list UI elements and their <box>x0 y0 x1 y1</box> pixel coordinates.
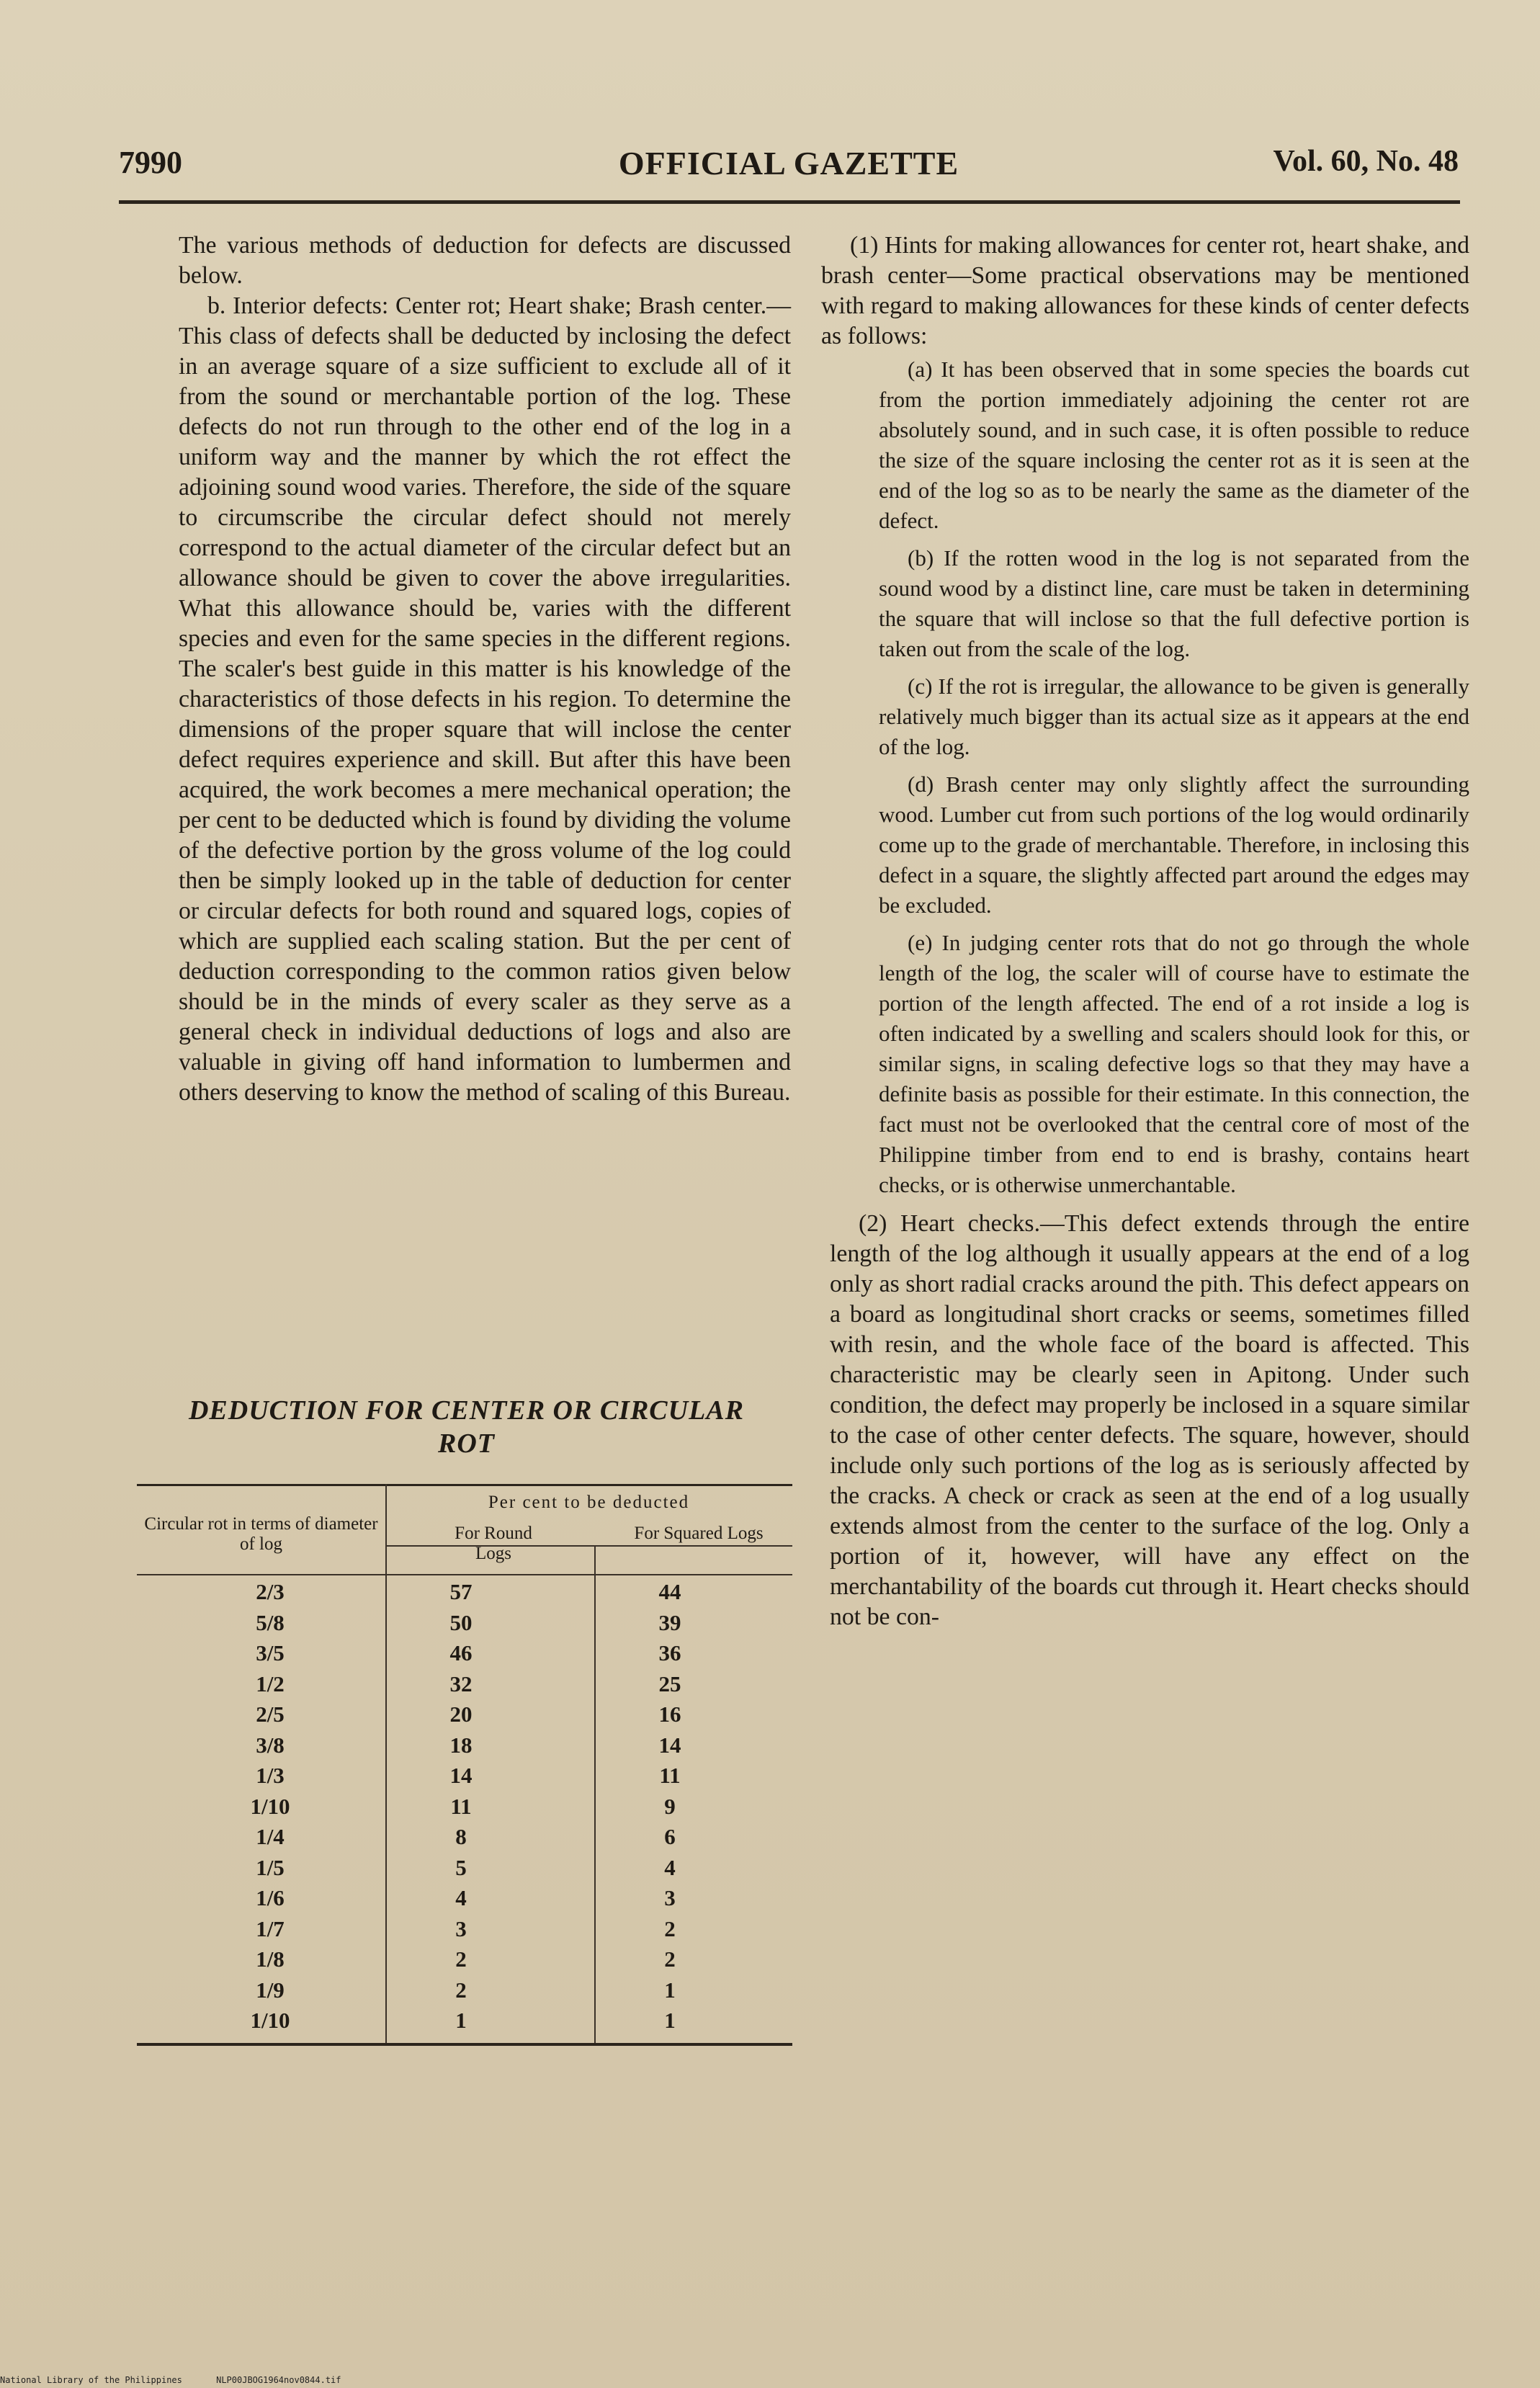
round-log-cell: 11 <box>450 1793 472 1819</box>
squared-log-cell: 11 <box>659 1763 681 1788</box>
col-header-ratio: Circular rot in terms of diameter of log <box>144 1514 378 1554</box>
ratio-cell: 1/5 <box>256 1854 285 1880</box>
ratio-cell: 1/4 <box>256 1824 285 1849</box>
squared-log-cell: 25 <box>658 1671 681 1696</box>
hints-intro: (1) Hints for making allowances for center rot, heart shake, and brash center—Some practical observations may be mentioned with regard to making allowances for these kinds of center defects as follows: <box>821 232 1469 349</box>
table-row <box>137 1732 792 1763</box>
volume-number: Vol. 60, No. 48 <box>1273 145 1459 178</box>
ratio-cell: 1/10 <box>250 1793 290 1819</box>
scan-filename: NLP00JBOG1964nov0844.tif <box>216 2375 341 2385</box>
ratio-cell: 1/9 <box>256 1977 285 2003</box>
ratio-cell: 1/10 <box>250 2008 290 2033</box>
table-row <box>137 1763 792 1793</box>
squared-log-cell: 16 <box>658 1701 681 1727</box>
squared-log-cell: 6 <box>664 1824 676 1849</box>
squared-log-cell: 36 <box>658 1640 681 1665</box>
page-header <box>119 144 1459 194</box>
ratio-cell: 1/8 <box>256 1946 285 1972</box>
ratio-cell: 1/7 <box>256 1915 285 1941</box>
squared-log-cell: 39 <box>658 1609 681 1635</box>
deduction-table <box>137 1484 792 2046</box>
hint-d: (d) Brash center may only slightly affect the surrounding wood. Lumber cut from such portions of the log would ordinarily come up to the grade of merchantable. Therefore, in inclosing this defect in a square, the slightly affected part around the edges may be excluded. <box>879 772 1469 918</box>
table-row <box>137 1885 792 1915</box>
squared-log-cell: 3 <box>664 1885 676 1910</box>
table-row <box>137 1671 792 1701</box>
ratio-cell: 3/5 <box>256 1640 285 1665</box>
header-bottom-rule <box>137 1574 792 1575</box>
heart-checks-paragraph: (2) Heart checks.—This defect extends through the entire length of the log although it usually appears at the end of a log only as short radial cracks around the pith. This defect appears on a board as longitudinal short cracks or seems, sometimes filled with resin, and the whole face of the board is affected. This characteristic may be clearly seen in Apitong. Under such condition, the defect may properly be inclosed in a square similar to the case of other center defects. The square, however, should include only such portions of the log as is seriously affected by the cracks. A check or crack as seen at the end of a log usually extends almost from the center to the surface of the log. Only a portion of it, however, will have any effect on the merchantability of the boards cut through it. Heart checks should not be con- <box>830 1210 1469 1630</box>
table-row <box>137 1794 792 1824</box>
table-row <box>137 1610 792 1640</box>
round-log-cell: 46 <box>449 1640 473 1665</box>
table-row <box>137 1579 792 1609</box>
intro-paragraph: The various methods of deduction for defects are discussed below. <box>179 232 791 289</box>
table-row <box>137 1855 792 1885</box>
table-top-rule <box>137 1484 792 1486</box>
ratio-cell: 3/8 <box>256 1732 285 1758</box>
table-row <box>137 1701 792 1732</box>
table-title-line-2: ROT <box>438 1428 495 1459</box>
ratio-cell: 1/2 <box>256 1671 285 1696</box>
ratio-cell: 2/5 <box>256 1701 285 1727</box>
squared-log-cell: 44 <box>658 1579 681 1604</box>
library-credit: National Library of the Philippines <box>0 2375 182 2385</box>
table-title <box>140 1394 792 1460</box>
hint-b: (b) If the rotten wood in the log is not separated from the sound wood by a distinct line, care must be taken in determining the square that will inclose so that the full defective portion is taken out from the scale of the log. <box>879 545 1469 661</box>
round-log-cell: 4 <box>455 1885 467 1910</box>
ratio-cell: 2/3 <box>256 1579 285 1604</box>
hint-a: (a) It has been observed that in some species the boards cut from the portion immediately adjoining the center rot are absolutely sound, and in such case, it is often possible to reduce the size of the square inclosing the center rot as it is seen at the end of the log so as to be nearly the same as the diameter of the defect. <box>879 357 1469 533</box>
squared-log-cell: 2 <box>664 1946 676 1972</box>
ratio-cell: 1/6 <box>256 1885 285 1910</box>
left-column <box>179 231 791 1108</box>
ratio-cell: 1/3 <box>256 1763 285 1788</box>
squared-log-cell: 14 <box>658 1732 681 1758</box>
hint-c: (c) If the rot is irregular, the allowance to be given is generally relatively much bigger than its actual size as it appears at the end of the log. <box>879 674 1469 759</box>
table-row <box>137 1640 792 1671</box>
table-row <box>137 1977 792 2008</box>
publication-title: OFFICIAL GAZETTE <box>618 145 959 182</box>
round-log-cell: 3 <box>455 1915 467 1941</box>
interior-defects-paragraph: b. Interior defects: Center rot; Heart shake; Brash center.—This class of defects shall be deducted by inclosing the defect in an average square of a size sufficient to exclude all of it from the sound or merchantable portion of the log. These defects do not run through to the other end of the log in a uniform way and the manner by which the rot effect the adjoining sound wood varies. Therefore, the side of the square to circumscribe the circular defect should not merely correspond to the actual diameter of the circular defect but an allowance should be given to cover the above irregularities. What this allowance should be, varies with the different species and even for the same species in the different regions. The scaler's best guide in this matter is his knowledge of the characteristics of those defects in his region. To determine the dimensions of the proper square that will inclose the center defect requires experience and skill. But after this have been acquired, the work becomes a mere mechanical operation; the per cent to be deducted which is found by dividing the volume of the defective portion by the gross volume of the log could then be simply looked up in the table of deduction for center or circular defects for both round and squared logs, copies of which are supplied each scaling station. But the per cent of deduction corresponding to the common ratios given below should be in the minds of every scaler as they serve as a general check in individual deductions of logs and also are valuable in giving off hand information to lumbermen and others deserving to know the method of scaling of this Bureau. <box>179 292 791 1106</box>
table-bottom-rule <box>137 2043 792 2046</box>
table-row <box>137 1946 792 1977</box>
round-log-cell: 50 <box>449 1609 473 1635</box>
squared-log-cell: 2 <box>664 1915 676 1941</box>
squared-log-cell: 1 <box>664 1977 676 2003</box>
round-log-cell: 20 <box>449 1701 473 1727</box>
table-row <box>137 1916 792 1946</box>
squared-log-cell: 9 <box>664 1793 676 1819</box>
table-title-line-1: DEDUCTION FOR CENTER OR CIRCULAR <box>188 1395 745 1426</box>
table-row <box>137 2008 792 2038</box>
page-number: 7990 <box>119 145 182 180</box>
round-log-cell: 2 <box>455 1946 467 1972</box>
round-log-cell: 2 <box>455 1977 467 2003</box>
ratio-cell: 5/8 <box>256 1609 285 1635</box>
round-log-cell: 8 <box>455 1824 467 1849</box>
right-column <box>821 231 1469 1632</box>
round-log-cell: 57 <box>449 1579 473 1604</box>
col-header-round: For Round Logs <box>455 1524 532 1563</box>
squared-log-cell: 4 <box>664 1854 676 1880</box>
table-row <box>137 1824 792 1854</box>
round-log-cell: 5 <box>455 1854 467 1880</box>
col-header-group: Per cent to be deducted <box>488 1493 690 1512</box>
header-rule <box>119 200 1460 204</box>
round-log-cell: 18 <box>449 1732 473 1758</box>
squared-log-cell: 1 <box>664 2008 676 2033</box>
col-header-squared: For Squared Logs <box>634 1524 764 1543</box>
scan-footer <box>0 2375 1152 2388</box>
round-log-cell: 1 <box>455 2008 467 2033</box>
hint-e: (e) In judging center rots that do not go through the whole length of the log, the scaler will of course have to estimate the portion of the length affected. The end of a rot inside a log is often indicated by a swelling and scalers should look for this, or similar signs, in scaling defective logs so that they may have a definite basis as possible for their estimate. In this connection, the fact must not be overlooked that the central core of most of the Philippine timber from end to end is brashy, contains heart checks, or is otherwise unmerchantable. <box>879 930 1469 1197</box>
round-log-cell: 32 <box>449 1671 473 1696</box>
round-log-cell: 14 <box>449 1763 473 1788</box>
